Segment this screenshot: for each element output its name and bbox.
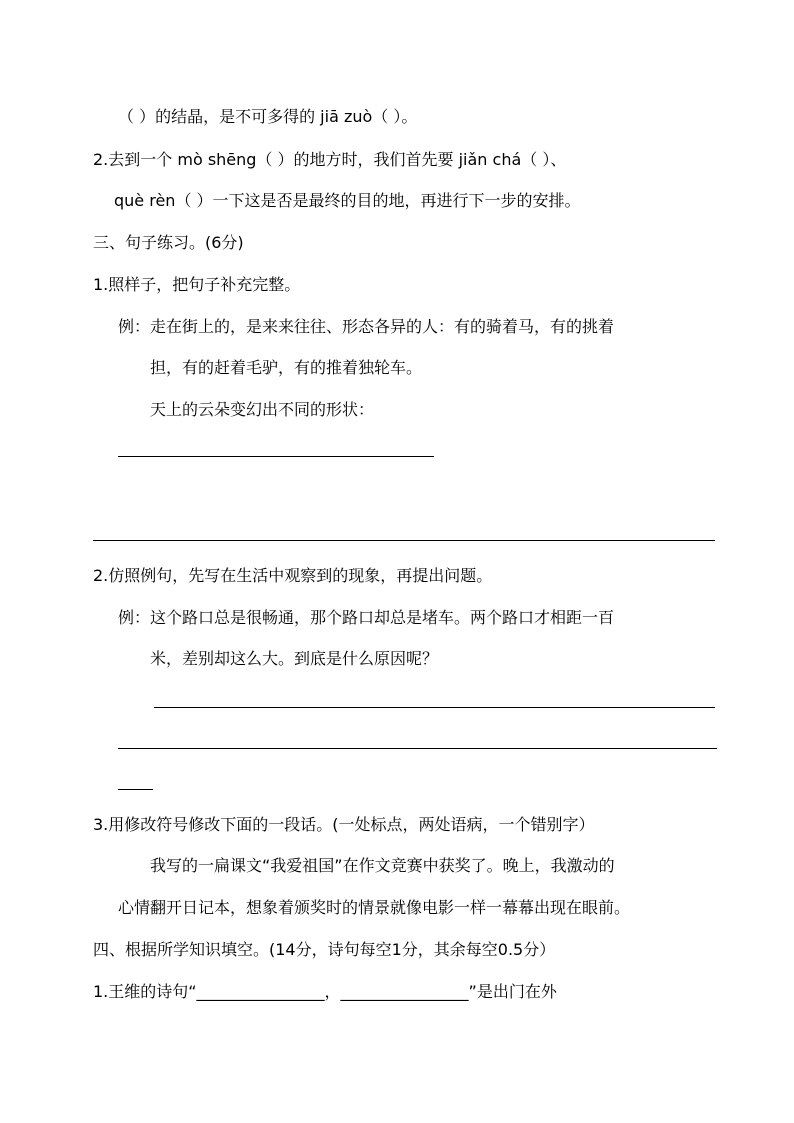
text-line-1: （ ）的结晶，是不可多得的 jiā zuò（ ）。 (118, 107, 418, 126)
exercise-1-prompt: 1.照样子，把句子补充完整。 (93, 275, 301, 294)
answer-line-2b[interactable] (118, 748, 717, 749)
example-2-line-2: 米，差别却这么大。到底是什么原因呢？ (150, 649, 439, 668)
paragraph-line-2: 心情翻开日记本，想象着颁奖时的情景就像电影一样一幕幕出现在眼前。 (118, 898, 631, 917)
answer-line-1b[interactable] (93, 540, 715, 541)
section-3-heading: 三、句子练习。(6分) (93, 233, 244, 252)
question-2-line-1: 2.去到一个 mò shēng（ ）的地方时，我们首先要 jiǎn chá（ ）、 (93, 150, 567, 169)
fill-in-1: 1.王维的诗句“________________，________________”是出门在外 (93, 982, 557, 1001)
example-1-line-2: 担，有的赶着毛驴，有的推着独轮车。 (150, 358, 423, 377)
section-4-heading: 四、根据所学知识填空。(14分，诗句每空1分，其余每空0.5分） (93, 940, 556, 959)
question-2-line-2: què rèn（ ）一下这是否是最终的目的地，再进行下一步的安排。 (114, 191, 581, 210)
answer-line-2c[interactable] (118, 789, 153, 790)
exercise-2-prompt: 2.仿照例句，先写在生活中观察到的现象，再提出问题。 (93, 566, 493, 585)
example-2-line-1: 例：这个路口总是很畅通，那个路口却总是堵车。两个路口才相距一百 (118, 608, 615, 627)
answer-line-1a[interactable] (118, 456, 434, 457)
paragraph-line-1: 我写的一扁课文“我爱祖国”在作文竞赛中获奖了。晚上，我激动的 (150, 856, 615, 875)
exercise-3-prompt: 3.用修改符号修改下面的一段话。(一处标点，两处语病，一个错别字） (93, 815, 595, 834)
example-1-line-1: 例：走在街上的，是来来往往、形态各异的人：有的骑着马，有的挑着 (118, 317, 615, 336)
exercise-1-stem: 天上的云朵变幻出不同的形状： (150, 400, 375, 419)
answer-line-2a[interactable] (154, 707, 715, 708)
